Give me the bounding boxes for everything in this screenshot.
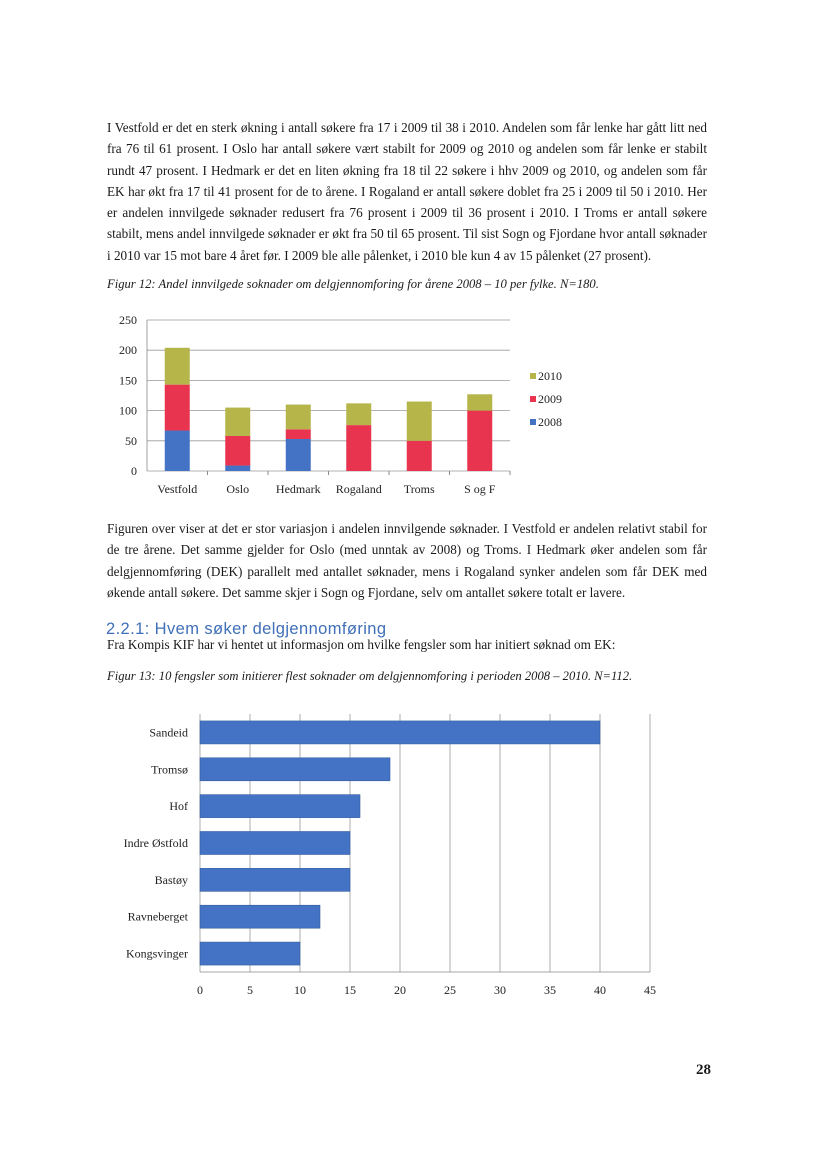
- bar: [200, 721, 600, 744]
- x-tick-label: S og F: [464, 482, 496, 496]
- y-tick-label: Ravneberget: [127, 909, 188, 924]
- bar-segment: [467, 411, 492, 471]
- x-tick-label: 35: [544, 983, 556, 997]
- legend-swatch: [530, 373, 536, 379]
- y-tick-label: Tromsø: [151, 762, 188, 777]
- page-number: 28: [696, 1062, 711, 1078]
- bar-segment: [407, 441, 432, 471]
- bar-segment: [286, 429, 311, 439]
- legend-swatch: [530, 419, 536, 425]
- legend-label: 2010: [538, 369, 562, 383]
- section-heading: 2.2.1: Hvem søker delgjennomføring: [106, 620, 387, 638]
- figure-13-caption: Figur 13: 10 fengsler som initierer flest soknader om delgjennomforing i perioden 2008 – 2010. N=112.: [107, 669, 633, 683]
- x-tick-label: 40: [594, 983, 606, 997]
- paragraph-vestfold: I Vestfold er det en sterk økning i antall søkere fra 17 i 2009 til 38 i 2010. Andelen som får lenke har gått litt ned fra 76 til 61 prosent. I Oslo har antall søkere vært stabilt for 2009 og 2010 og andelen som får lenke er stabilt rundt 47 prosent. I Hedmark er det en liten økning fra 18 til 22 søkere i hhv 2009 og 2010, og andelen som får EK har økt fra 17 til 41 prosent for de to årene. I Rogaland er antall søkere doblet fra 25 i 2009 til 50 i 2010. Her er andelen innvilgede søknader redusert fra 76 prosent i 2009 til 36 prosent i 2010. I Troms er antall søkere stabilt, mens andel innvilgede søknader er økt fra 50 til 65 prosent. Til sist Sogn og Fjordane hvor antall søknader i 2010 var 15 mot bare 4 året før. I 2009 ble alle pålenket, i 2010 ble kun 4 av 15 pålenket (27 prosent).: [107, 120, 707, 263]
- bar: [200, 795, 360, 818]
- bar-segment: [467, 394, 492, 410]
- bar: [200, 942, 300, 965]
- y-tick-label: Hof: [169, 799, 188, 814]
- section-intro: Fra Kompis KIF har vi hentet ut informasjon om hvilke fengsler som har initiert søknad om EK:: [107, 637, 616, 652]
- bar-segment: [225, 436, 250, 466]
- x-tick-label: Hedmark: [275, 482, 321, 496]
- x-tick-label: Troms: [403, 482, 435, 496]
- horizontal-bar-chart-figure-13: [100, 702, 670, 1002]
- bar-segment: [225, 408, 250, 436]
- x-tick-label: Rogaland: [335, 482, 382, 496]
- figure-12-caption: Figur 12: Andel innvilgede soknader om delgjennomforing for årene 2008 – 10 per fylke. N=180.: [107, 277, 599, 291]
- bar-segment: [346, 403, 371, 425]
- x-tick-label: Oslo: [226, 482, 250, 496]
- y-tick-label: Bastøy: [154, 872, 188, 887]
- x-tick-label: 5: [247, 983, 253, 997]
- bar: [200, 905, 320, 928]
- bar-segment: [407, 402, 432, 441]
- x-tick-label: Vestfold: [157, 482, 198, 496]
- bar-segment: [286, 405, 311, 430]
- x-tick-label: 10: [294, 983, 306, 997]
- bar: [200, 868, 350, 891]
- y-tick-label: Sandeid: [149, 725, 188, 740]
- y-tick-label: 150: [119, 373, 137, 388]
- y-tick-label: 0: [131, 464, 137, 478]
- x-tick-label: 30: [494, 983, 506, 997]
- x-tick-label: 20: [394, 983, 406, 997]
- bar-segment: [225, 466, 250, 471]
- bar: [200, 758, 390, 781]
- x-tick-label: 15: [344, 983, 356, 997]
- x-tick-label: 25: [444, 983, 456, 997]
- bar-segment: [346, 425, 371, 471]
- stacked-bar-chart-figure-12: [100, 308, 562, 508]
- bar-segment: [165, 431, 190, 471]
- paragraph-figure-description: Figuren over viser at det er stor variasjon i andelen innvilgende søknader. I Vestfold er andelen relativt stabil for de tre årene. Det samme gjelder for Oslo (med unntak av 2008) og Troms. I Hedmark øker andelen som får delgjennomføring (DEK) parallelt med antallet søknader, mens i Rogaland synker andelen som får DEK med økende antall søkere. Det samme skjer i Sogn og Fjordane, selv om antallet søkere totalt er lavere.: [107, 521, 707, 600]
- y-tick-label: Kongsvinger: [126, 946, 188, 961]
- bar-segment: [165, 385, 190, 431]
- y-tick-label: 100: [119, 403, 137, 418]
- y-tick-label: 200: [119, 343, 137, 358]
- x-tick-label: 45: [644, 983, 656, 997]
- y-tick-label: 250: [119, 313, 137, 327]
- bar: [200, 832, 350, 855]
- legend-label: 2008: [538, 415, 562, 429]
- bar-segment: [165, 348, 190, 385]
- bar-segment: [286, 439, 311, 471]
- y-tick-label: 50: [125, 433, 137, 448]
- legend-label: 2009: [538, 392, 562, 406]
- y-tick-label: Indre Østfold: [123, 836, 188, 850]
- legend-swatch: [530, 396, 536, 402]
- x-tick-label: 0: [197, 983, 203, 997]
